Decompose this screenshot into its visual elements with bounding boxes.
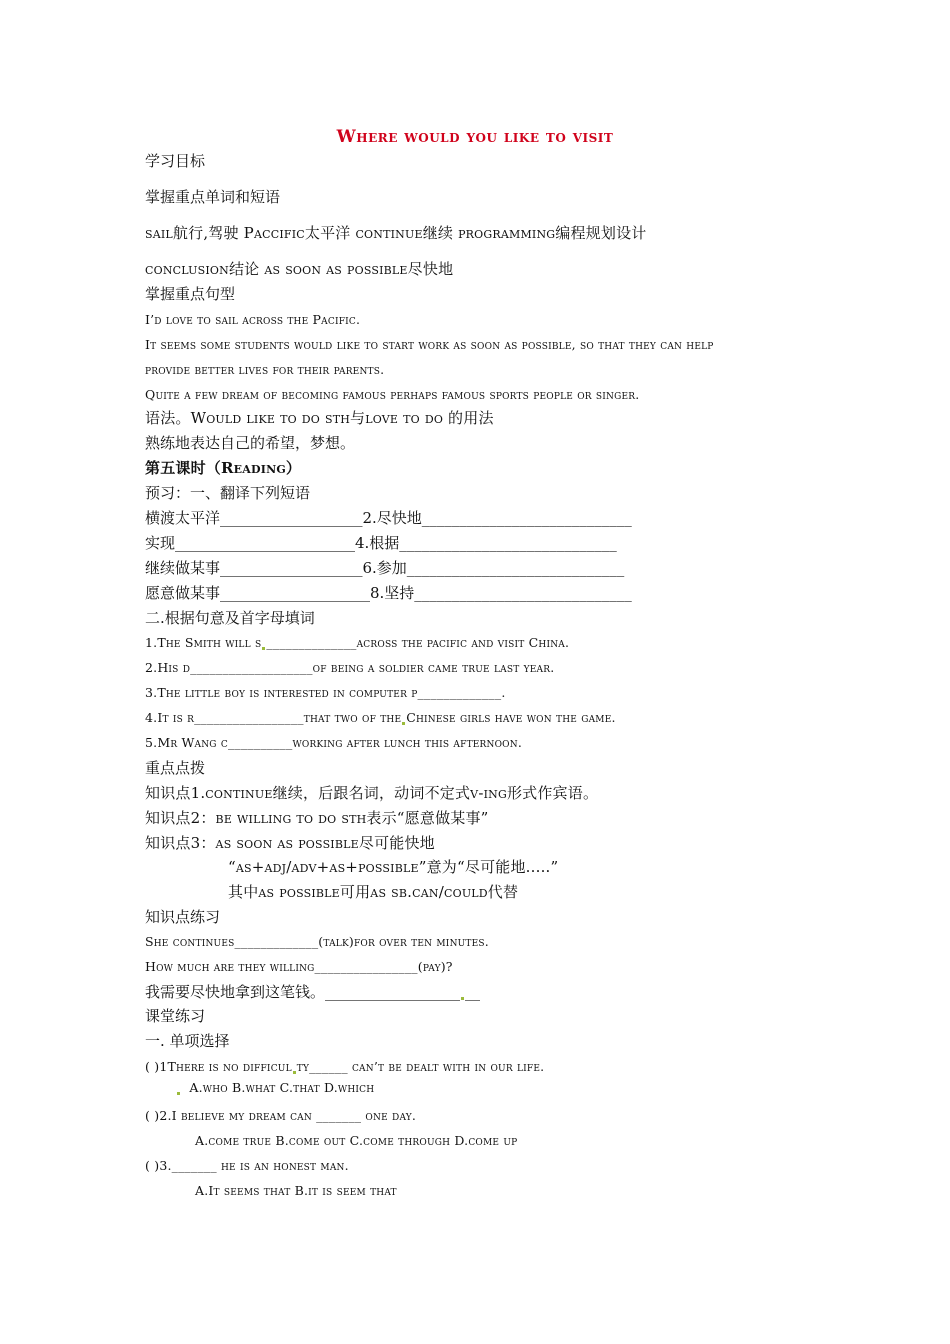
mark-dot [262, 647, 265, 650]
key-point-2: 知识点2：be willing to do sth表示“愿意做某事” [145, 809, 489, 827]
practice-1: She continues_____________(talk)for over ten minutes. [145, 934, 489, 949]
fill-item-1-post: ______________across the pacific and visit China. [266, 635, 570, 650]
question-1-pre: ( )1There is no difficul [145, 1059, 292, 1074]
question-1-post: ty______ can’t be dealt with in our life. [296, 1059, 545, 1074]
objectives-heading: 学习目标 [145, 152, 206, 170]
page-title: Where would you like to visit [336, 127, 614, 147]
fill-heading: 二.根据句意及首字母填词 [145, 609, 315, 627]
sentence-heading: 掌握重点句型 [145, 285, 236, 303]
practice-3 [145, 982, 480, 1002]
fill-item-5: 5.Mr Wang c__________working after lunch this afternoon. [145, 735, 523, 750]
practice-heading: 知识点练习 [145, 908, 221, 926]
fill-item-4-pre: 4.It is r_________________that two of the [145, 710, 402, 725]
fill-item-1-pre: 1.The Smith will s [145, 635, 262, 650]
phrase-line-2: 实现________________________4.根据_____________________________ [145, 534, 617, 552]
key-point-3: 知识点3：as soon as possible尽可能快地 [145, 834, 435, 852]
key-point-1: 知识点1.continue继续，后跟名词，动词不定式v-ing形式作宾语。 [145, 784, 599, 802]
question-1-options [176, 1078, 374, 1098]
mc-heading: 一. 单项选择 [145, 1032, 230, 1050]
express-line: 熟练地表达自己的希望，梦想。 [145, 434, 356, 452]
mark-dot [293, 1071, 296, 1074]
vocab-heading: 掌握重点单词和短语 [145, 188, 281, 206]
fill-item-4-post: Chinese girls have won the game. [406, 710, 616, 725]
fill-item-4 [145, 708, 616, 728]
sentence-2a: It seems some students would like to start work as soon as possible, so that they can help [145, 337, 714, 352]
phrase-line-1: 横渡太平洋___________________2.尽快地____________________________ [145, 509, 632, 527]
sentence-1: I’d love to sail across the Pacific. [145, 312, 361, 327]
key-point-3b: 其中as possible可用as sb.can/could代替 [228, 883, 519, 901]
question-3: ( )3._______ he is an honest man. [145, 1158, 349, 1173]
vocab-line-1: sail航行,驾驶 Paccific太平洋 continue继续 programming编程规划设计 [145, 224, 647, 242]
lesson-heading: 第五课时（Reading） [145, 459, 302, 477]
sentence-3: Quite a few dream of becoming famous perhaps famous sports people or singer. [145, 387, 640, 402]
question-1 [145, 1057, 544, 1077]
phrase-line-3: 继续做某事___________________6.参加_____________________________ [145, 559, 625, 577]
practice-2: How much are they willing________________(pay)? [145, 959, 453, 974]
key-point-3a: “as+adj/adv+as+possible”意为“尽可能地.....” [228, 858, 559, 876]
question-2-options: A.come true B.come out C.come through D.come up [195, 1133, 518, 1148]
preview-heading: 预习：一、翻译下列短语 [145, 484, 311, 502]
grammar-line: 语法。Would like to do sth与love to do 的用法 [145, 409, 494, 427]
fill-item-3: 3.The little boy is interested in computer p_____________. [145, 685, 506, 700]
key-points-heading: 重点点拨 [145, 759, 206, 777]
phrase-line-4: 愿意做某事____________________8.坚持_____________________________ [145, 584, 632, 602]
mark-dot [461, 997, 464, 1000]
question-2: ( )2.I believe my dream can _______ one day. [145, 1108, 417, 1123]
sentence-2b: provide better lives for their parents. [145, 362, 385, 377]
practice-3-pre: 我需要尽快地拿到这笔钱。__________________ [145, 983, 461, 1001]
classwork-heading: 课堂练习 [145, 1007, 206, 1025]
fill-item-2: 2.His d___________________of being a soldier came true last year. [145, 660, 555, 675]
question-1-options-text: A.who B.what C.that D.which [189, 1080, 375, 1095]
practice-3-post: __ [465, 983, 481, 1001]
fill-item-1 [145, 633, 569, 653]
mark-dot [402, 722, 405, 725]
question-3-options: A.It seems that B.it is seem that [195, 1183, 397, 1198]
mark-dot [177, 1092, 180, 1095]
vocab-line-2: conclusion结论 as soon as possible尽快地 [145, 260, 454, 278]
